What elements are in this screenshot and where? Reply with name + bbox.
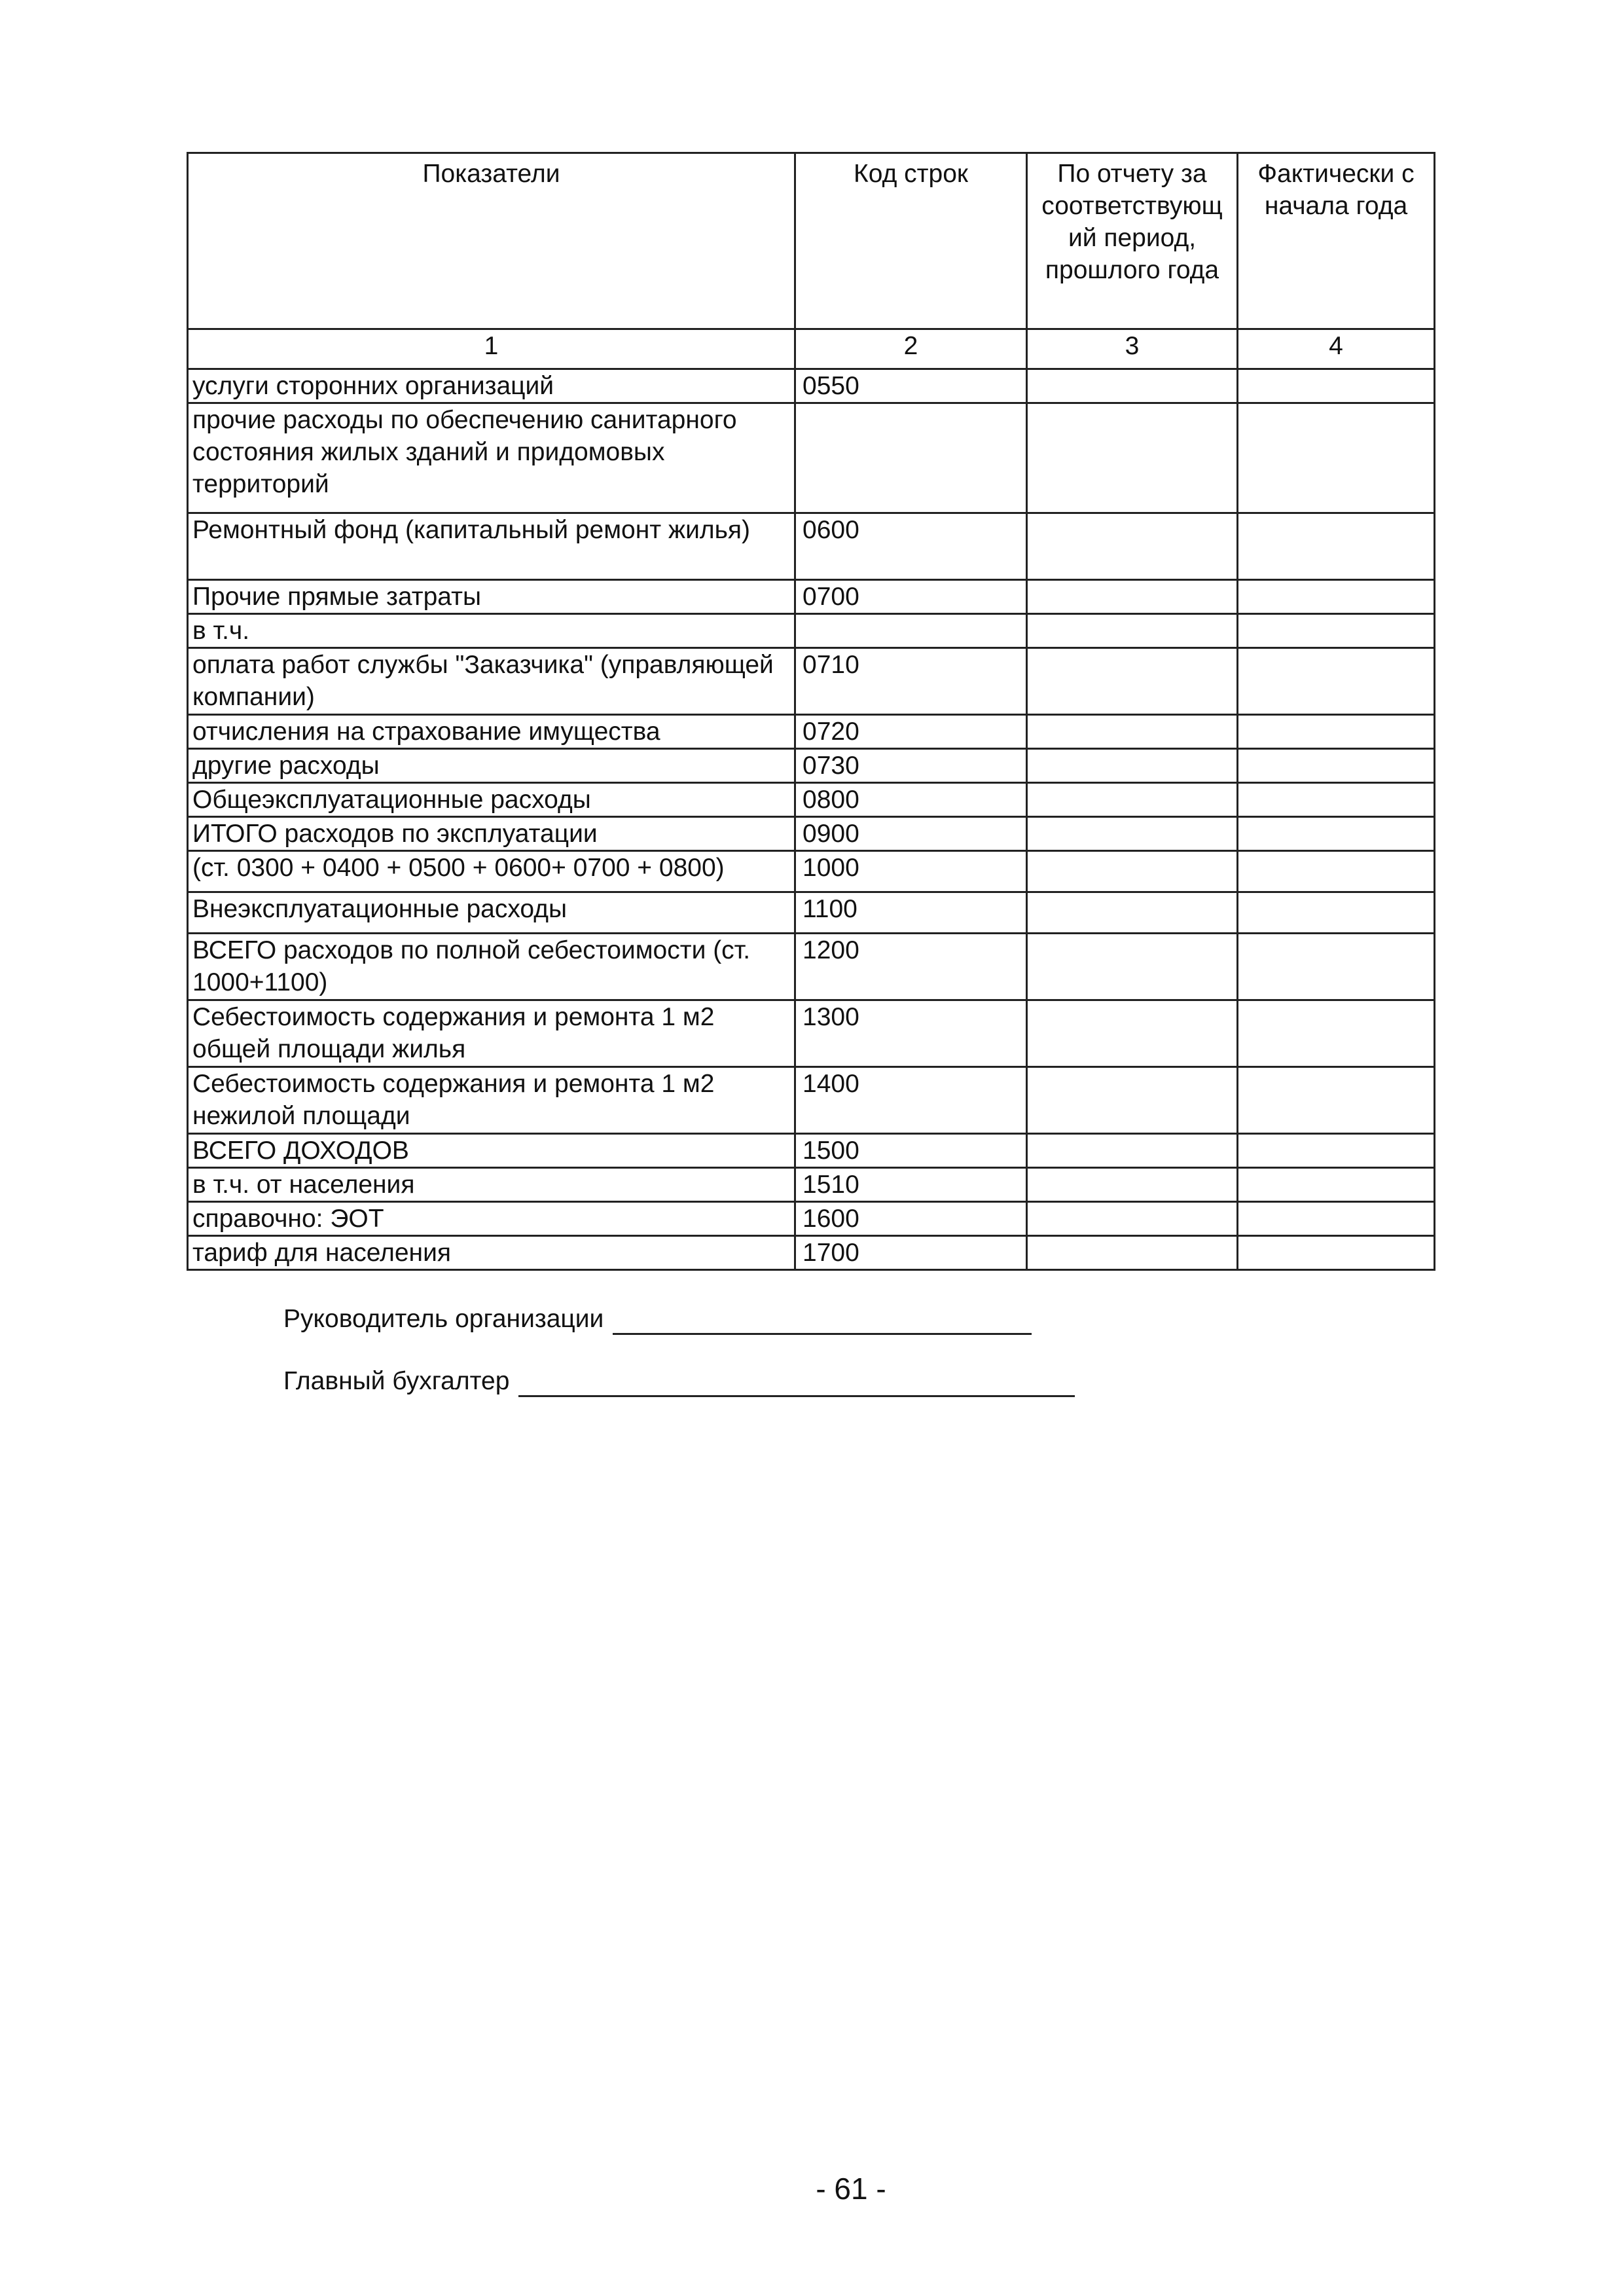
row-actual-value — [1238, 403, 1435, 513]
table-row — [188, 580, 1435, 614]
accountant-signature-line — [518, 1372, 1075, 1397]
row-code: 1600 — [795, 1202, 1027, 1236]
row-code: 0720 — [795, 715, 1027, 749]
row-prev-value — [1027, 580, 1238, 614]
accountant-signature-label: Главный бухгалтер — [283, 1367, 510, 1395]
table-row — [188, 1202, 1435, 1236]
row-actual-value — [1238, 749, 1435, 783]
row-label: тариф для населения — [188, 1236, 795, 1270]
row-prev-value — [1027, 851, 1238, 892]
column-number: 3 — [1027, 329, 1238, 369]
row-prev-value — [1027, 1202, 1238, 1236]
row-prev-value — [1027, 1134, 1238, 1168]
row-actual-value — [1238, 1236, 1435, 1270]
row-actual-value — [1238, 580, 1435, 614]
row-actual-value — [1238, 851, 1435, 892]
table-row — [188, 783, 1435, 817]
header-actual-ytd: Фактически с начала года — [1238, 153, 1435, 329]
row-prev-value — [1027, 1236, 1238, 1270]
table-row — [188, 817, 1435, 851]
row-code: 0700 — [795, 580, 1027, 614]
row-label: другие расходы — [188, 749, 795, 783]
row-code — [795, 403, 1027, 513]
row-label: прочие расходы по обеспечению санитарного состояния жилых зданий и придомовых территорий — [188, 403, 795, 513]
row-prev-value — [1027, 614, 1238, 648]
row-code: 1500 — [795, 1134, 1027, 1168]
row-actual-value — [1238, 1000, 1435, 1067]
row-actual-value — [1238, 892, 1435, 934]
header-previous-period: По отчету за соответствующ ий период, прошлого года — [1027, 153, 1238, 329]
row-prev-value — [1027, 1168, 1238, 1202]
row-prev-value — [1027, 1067, 1238, 1134]
row-label: Себестоимость содержания и ремонта 1 м2 нежилой площади — [188, 1067, 795, 1134]
row-label: Прочие прямые затраты — [188, 580, 795, 614]
row-prev-value — [1027, 1000, 1238, 1067]
row-code: 1700 — [795, 1236, 1027, 1270]
row-code: 1510 — [795, 1168, 1027, 1202]
row-prev-value — [1027, 513, 1238, 580]
row-prev-value — [1027, 715, 1238, 749]
row-code: 1000 — [795, 851, 1027, 892]
row-actual-value — [1238, 1202, 1435, 1236]
head-signature-label: Руководитель организации — [283, 1305, 604, 1333]
row-label: ИТОГО расходов по эксплуатации — [188, 817, 795, 851]
row-code: 0800 — [795, 783, 1027, 817]
row-code: 1400 — [795, 1067, 1027, 1134]
row-label: Внеэксплуатационные расходы — [188, 892, 795, 934]
row-prev-value — [1027, 369, 1238, 403]
table-row — [188, 749, 1435, 783]
row-actual-value — [1238, 369, 1435, 403]
row-label: Общеэксплуатационные расходы — [188, 783, 795, 817]
row-prev-value — [1027, 817, 1238, 851]
row-label: отчисления на страхование имущества — [188, 715, 795, 749]
row-code: 0900 — [795, 817, 1027, 851]
row-label: в т.ч. от населения — [188, 1168, 795, 1202]
row-actual-value — [1238, 817, 1435, 851]
row-actual-value — [1238, 1134, 1435, 1168]
table-row — [188, 851, 1435, 892]
table-row — [188, 648, 1435, 715]
table-row — [188, 1168, 1435, 1202]
table-row — [188, 614, 1435, 648]
row-code: 0730 — [795, 749, 1027, 783]
header-indicators: Показатели — [188, 153, 795, 329]
row-code: 0600 — [795, 513, 1027, 580]
row-label: в т.ч. — [188, 614, 795, 648]
table-row — [188, 1067, 1435, 1134]
row-code: 1100 — [795, 892, 1027, 934]
row-actual-value — [1238, 715, 1435, 749]
page-number: - 61 - — [816, 2172, 886, 2206]
row-label: Ремонтный фонд (капитальный ремонт жилья) — [188, 513, 795, 580]
row-prev-value — [1027, 403, 1238, 513]
column-number-row — [188, 329, 1435, 369]
row-actual-value — [1238, 513, 1435, 580]
table-row — [188, 1236, 1435, 1270]
column-number: 2 — [795, 329, 1027, 369]
row-label: услуги сторонних организаций — [188, 369, 795, 403]
table-row — [188, 513, 1435, 580]
table-row — [188, 1134, 1435, 1168]
table-header-row — [188, 153, 1435, 329]
row-actual-value — [1238, 783, 1435, 817]
row-actual-value — [1238, 934, 1435, 1000]
row-actual-value — [1238, 1168, 1435, 1202]
row-code — [795, 614, 1027, 648]
row-prev-value — [1027, 749, 1238, 783]
head-signature — [283, 1303, 1032, 1335]
table-row — [188, 892, 1435, 934]
row-label: ВСЕГО расходов по полной себестоимости (ст. 1000+1100) — [188, 934, 795, 1000]
row-label: Себестоимость содержания и ремонта 1 м2 общей площади жилья — [188, 1000, 795, 1067]
column-number: 4 — [1238, 329, 1435, 369]
row-prev-value — [1027, 934, 1238, 1000]
table-row — [188, 369, 1435, 403]
table-row — [188, 403, 1435, 513]
row-actual-value — [1238, 1067, 1435, 1134]
row-label: справочно: ЭОТ — [188, 1202, 795, 1236]
row-code: 0550 — [795, 369, 1027, 403]
head-signature-line — [613, 1309, 1032, 1335]
row-code: 1200 — [795, 934, 1027, 1000]
report-table — [187, 152, 1435, 1271]
row-code: 0710 — [795, 648, 1027, 715]
row-prev-value — [1027, 892, 1238, 934]
row-label: ВСЕГО ДОХОДОВ — [188, 1134, 795, 1168]
row-code: 1300 — [795, 1000, 1027, 1067]
row-actual-value — [1238, 648, 1435, 715]
row-prev-value — [1027, 648, 1238, 715]
header-row-code: Код строк — [795, 153, 1027, 329]
row-actual-value — [1238, 614, 1435, 648]
row-prev-value — [1027, 783, 1238, 817]
column-number: 1 — [188, 329, 795, 369]
row-label: (ст. 0300 + 0400 + 0500 + 0600+ 0700 + 0800) — [188, 851, 795, 892]
table-row — [188, 934, 1435, 1000]
row-label: оплата работ службы "Заказчика" (управляющей компании) — [188, 648, 795, 715]
table-row — [188, 715, 1435, 749]
accountant-signature — [283, 1365, 1075, 1397]
table-row — [188, 1000, 1435, 1067]
